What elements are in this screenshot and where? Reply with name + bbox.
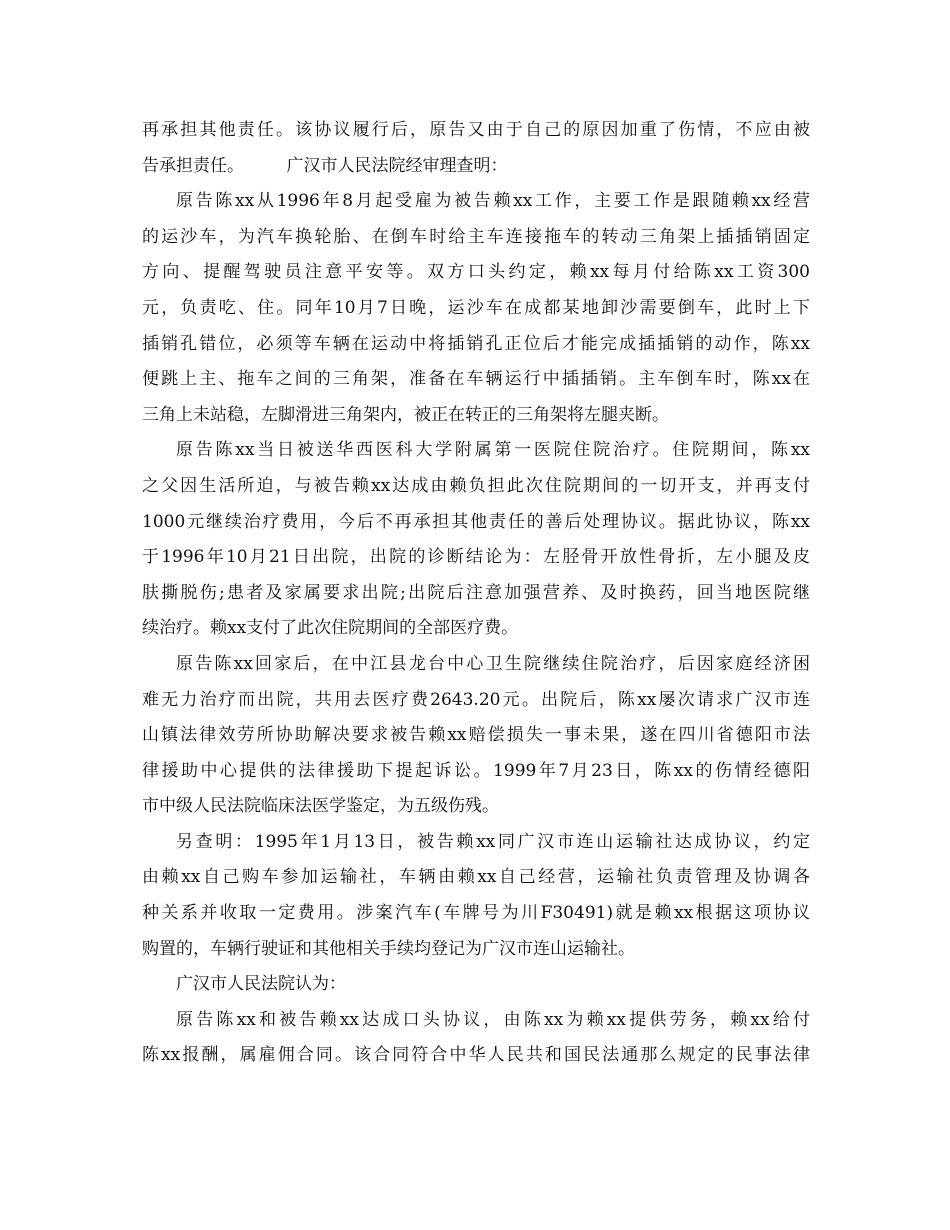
text-line-27: 陈xx报酬，属雇佣合同。该合同符合中华人民共和国民法通那么规定的民事法律 [142, 1045, 810, 1066]
text-line-15: 续治疗。赖xx支付了此次住院期间的全部医疗费。 [142, 618, 519, 639]
text-line-4: 的运沙车，为汽车换轮胎、在倒车时给主车连接拖车的转动三角架上插插销固定 [142, 226, 810, 247]
text-line-22: 由赖xx自己购车参加运输社，车辆由赖xx自己经营，运输社负责管理及协调各 [142, 867, 810, 888]
text-line-13: 于1996年10月21日出院，出院的诊断结论为：左胫骨开放性骨折，左小腿及皮 [142, 547, 810, 568]
paragraph-start-line: 广汉市人民法院认为： [176, 974, 346, 995]
paragraph-start-line: 原告陈xx回家后，在中江县龙台中心卫生院继续住院治疗，后因家庭经济困 [176, 653, 810, 674]
text-line-12: 1000元继续治疗费用，今后不再承担其他责任的善后处理协议。据此协议，陈xx [142, 511, 810, 532]
text-line-18: 山镇法律效劳所协助解决要求被告赖xx赔偿损失一事未果，遂在四川省德阳市法 [142, 725, 810, 746]
document-body [142, 113, 810, 1074]
paragraph-start-line: 另查明：1995年1月13日，被告赖xx同广汉市连山运输社达成协议，约定 [176, 831, 810, 852]
text-line-14: 肤撕脱伤;患者及家属要求出院;出院后注意加强营养、及时换药，回当地医院继 [142, 582, 810, 603]
paragraph-start-line: 原告陈xx和被告赖xx达成口头协议，由陈xx为赖xx提供劳务，赖xx给付 [176, 1009, 810, 1030]
paragraph-start-line: 原告陈xx从1996年8月起受雇为被告赖xx工作，主要工作是跟随赖xx经营 [176, 191, 810, 212]
text-line-24: 购置的，车辆行驶证和其他相关手续均登记为广汉市连山运输社。 [142, 938, 635, 959]
text-line-7: 插销孔错位，必须等车辆在运动中将插销孔正位后才能完成插插销的动作，陈xx [142, 333, 810, 354]
text-line-9: 三角上未站稳，左脚滑进三角架内，被正在转正的三角架将左腿夹断。 [142, 404, 669, 425]
paragraph-start-line: 原告陈xx当日被送华西医科大学附属第一医院住院治疗。住院期间，陈xx [176, 440, 810, 461]
text-line-5: 方向、提醒驾驶员注意平安等。双方口头约定，赖xx每月付给陈xx工资300 [142, 262, 810, 283]
text-line-2: 告承担责任。 广汉市人民法院经审理查明： [142, 155, 508, 176]
text-line-20: 市中级人民法院临床法医学鉴定，为五级伤残。 [142, 796, 499, 817]
text-line-8: 便跳上主、拖车之间的三角架，准备在车辆运行中插插销。主车倒车时，陈xx在 [142, 369, 810, 390]
text-line-19: 律援助中心提供的法律援助下提起诉讼。1999年7月23日，陈xx的伤情经德阳 [142, 760, 810, 781]
text-line-6: 元，负责吃、住。同年10月7日晚，运沙车在成都某地卸沙需要倒车，此时上下 [142, 297, 810, 318]
text-line-11: 之父因生活所迫，与被告赖xx达成由赖负担此次住院期间的一切开支，并再支付 [142, 475, 810, 496]
text-line-1: 再承担其他责任。该协议履行后，原告又由于自己的原因加重了伤情，不应由被 [142, 120, 810, 140]
text-line-17: 难无力治疗而出院，共用去医疗费2643.20元。出院后，陈xx屡次请求广汉市连 [142, 689, 810, 710]
text-line-23: 种关系并收取一定费用。涉案汽车(车牌号为川F30491)就是赖xx根据这项协议 [142, 903, 810, 924]
